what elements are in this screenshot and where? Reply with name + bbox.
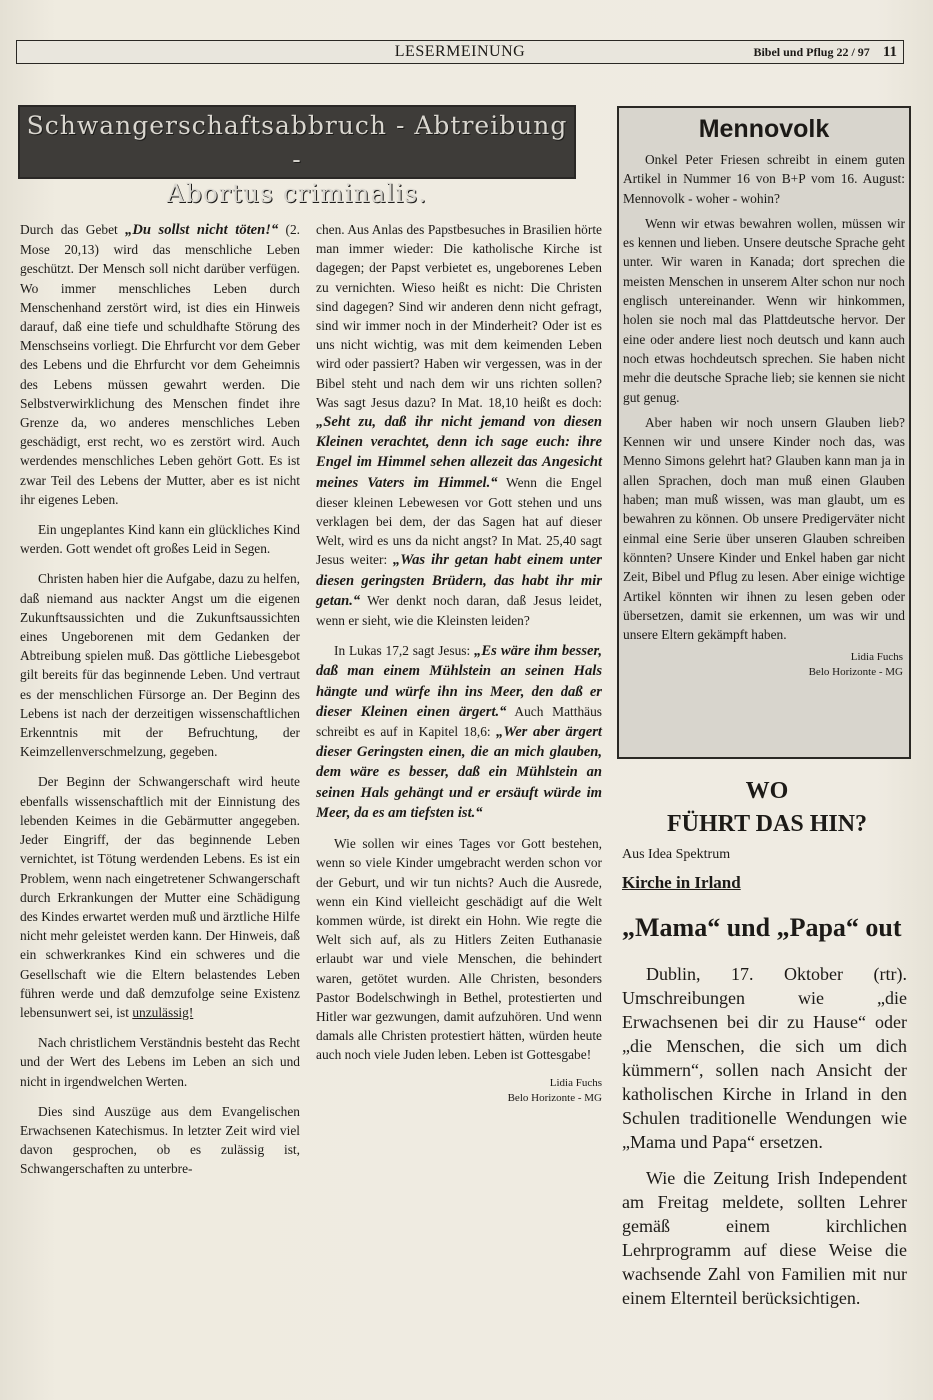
author-signature [623, 650, 905, 680]
paragraph: Nach christlichem Verständnis besteht das Recht und der Wert des Lebens im Leben an sich und nicht in irgendwelchen Werten. [20, 1035, 300, 1089]
paragraph: Christen haben hier die Aufgabe, dazu zu helfen, daß niemand aus nackter Angst um die eigenen Zukunftsaussichten und die Zukunftsaussichten eines Ungeborenen mit dem Gedanken der Abtreibung spielen muß. Das göttliche Liebesgebot gilt bereits für das beginnende Leben. Und vertraut es der menschlichen Fürsorge an. Der Beginn des Lebens ist nach der derzeitigen wissenschaftlichen Erkenntnis mit der Befruchtung, der Keimzellenverschmelzung, gegeben. [20, 571, 300, 760]
news-category: Kirche in Irland [622, 873, 741, 892]
news-section-heading [622, 775, 912, 841]
paragraph: Onkel Peter Friesen schreibt in einem guten Artikel in Nummer 16 von B+P vom 16. August: Mennovolk - woher - wohin? [623, 152, 905, 206]
text: Auch Matthäus schreibt es auf in Kapitel 18,6: [316, 703, 602, 740]
article-column-1 [20, 220, 300, 1190]
section-title: LESERMEINUNG [394, 43, 526, 60]
bible-quote: „Wer aber ärgert dieser Geringsten einen, die an mich glauben, dem wäre es besser, daß ein Mühlstein an seinen Hals gehängt und er ersäuft würde im Meer, da es am tiefsten ist.“ [316, 724, 602, 821]
heading-line-2: FÜHRT DAS HIN? [666, 811, 868, 837]
page-number: 11 [882, 44, 897, 60]
heading-line-1: WO [745, 778, 789, 804]
paragraph: Wenn wir etwas bewahren wollen, müssen wir es kennen und lieben. Unsere deutsche Sprache geht unter. Wir waren in Kanada; dort sprechen die meisten Menschen in unserem Alter schon nur noch englisch untereinander. Wenn wir hinkommen, holen sie noch mal das Plattdeutsche hervor. Der eine oder andere liest noch deutsch und kann auch noch etwas hochdeutsch sprechen. Sie haben nicht mehr die deutsche Sprache lieb; sie kennen sie nicht gut genug. [623, 215, 905, 405]
author-place: Belo Horizonte - MG [808, 666, 903, 679]
paragraph: Dublin, 17. Oktober (rtr). Umschreibungen wie „die Erwachsenen bei dir zu Hause“ oder „die Menschen, die sich um dich kümmern“, sollen nach Ansicht der katholischen Kirche in Irland in den Schulen traditionelle Wendungen wie „Mama und Papa“ ersetzen. [622, 964, 907, 1152]
text: Wenn die Engel dieser kleinen Lebewesen vor Gott stehen und uns verklagen bei dem, der das Sagen hat auf dieser Welt, wird es uns da nicht angst? In Mat. 25,40 sagt Jesus weiter: [316, 474, 602, 568]
author-name: Lidia Fuchs [850, 651, 903, 664]
underlined-text: unzulässig! [132, 1004, 194, 1020]
text: In Lukas 17,2 sagt Jesus: [334, 643, 475, 659]
bible-quote: „Seht zu, daß ihr nicht jemand von diesen Kleinen verachtet, denn ich sage euch: ihre Engel im Himmel sehen allezeit das Angesicht meines Vaters im Himmel.“ [316, 414, 602, 491]
paragraph: Aber haben wir noch unsern Glauben lieb? Kennen wir und unsere Kinder noch das, was Menno Simons gelehrt hat? Glauben kann man ja in allen Sprachen, doch man muß einen Glauben haben; man muß wissen, was man glaubt, um es bewahren zu können. Ob unsere Predigerväter nicht einmal eine Serie über unseren Glauben schreiben könnten? Unsere Kinder und Enkel haben gar nicht Zeit, Bibel und Pflug zu lesen. Aber einige wichtige Artikel könnten wir ihnen zu lesen geben oder übersetzen, damit sie erkennen, um was wir und unsere Eltern gekämpft haben. [623, 414, 905, 643]
text: Wer denkt noch daran, daß Jesus leidet, wenn er sieht, wie die Kleinsten leiden? [316, 592, 602, 629]
paragraph [316, 220, 602, 630]
news-headline: „Mama“ und „Papa“ out [622, 913, 902, 942]
paragraph [316, 641, 602, 823]
author-name: Lidia Fuchs [549, 1076, 602, 1089]
article-column-2 [316, 220, 602, 1106]
author-signature [316, 1076, 602, 1106]
mennovolk-title: Mennovolk [698, 115, 830, 143]
magazine-name: Bibel und Pflug [753, 45, 834, 59]
text: Durch das Gebet [20, 222, 126, 237]
paragraph [20, 220, 300, 509]
mennovolk-box [617, 106, 911, 759]
text: Der Beginn der Schwangerschaft wird heute ebenfalls wissenschaftlich mit der Einnistung des lebenden Keimes in die Gebärmutter angegeben. Jeder Eingriff, der das beginnende Leben vernichtet, ist Tötung werdenden Lebens. Es ist ein Problem, wenn nach eingetretener Schwangerschaft durch Erkrankungen der Mutter eine Schädigung des Kindes erwartet werden muß und ärztliche Hilfe nicht mehr geleistet werden kann. Der Hinweis, daß ein schwerkrankes Kind ein schweres und die Gesellschaft wie die Eltern belastendes Leben führen werde und daß demzufolge seine Existenz lebensunwert sei, ist [20, 774, 300, 1020]
mennovolk-body [623, 150, 905, 680]
paragraph: Wie die Zeitung Irish Independent am Freitag meldete, sollten Lehrer gemäß einem kirchlichen Lehrprogramm auf diese Weise die wachsende Zahl von Familien mit nur einem Elternteil berücksichtigen. [622, 1168, 907, 1308]
author-place: Belo Horizonte - MG [507, 1091, 602, 1104]
bible-quote: „Es wäre ihm besser, daß man einem Mühlstein an seinen Hals hängte und würfe ihn ins Meer, den daß er dieser Kleinen einen ärgert.“ [316, 643, 602, 720]
header-issue-info [753, 41, 897, 63]
banner-line-2: Abortus criminalis. [166, 179, 428, 208]
banner-line-1: Schwangerschaftsabbruch - Abtreibung - [26, 111, 568, 174]
text: chen. Aus Anlas des Papstbesuches in Brasilien hörte man immer wieder: Die katholische Kirche ist dagegen; der Papst verbietet es, ungeborenes Leben zu vernichten. Wieso heißt es nicht: Die Christen sind dagegen? Sind wir anderen denn nicht gefragt, sind wir immer noch in der Minderheit? Oder ist es uns nicht wichtig, was mit dem keimenden Leben wird oder passiert? Haben wir vergessen, was in der Bibel steht und nach dem wir uns richten sollen? Was sagt Jesus dazu? In Mat. 18,10 heißt es doch: [316, 222, 602, 410]
bible-quote: „Was ihr getan habt einem unter diesen geringsten Brüdern, das habt ihr mir getan.“ [316, 552, 602, 609]
article-title-banner [18, 105, 576, 208]
paragraph [20, 772, 300, 1022]
paragraph: Ein ungeplantes Kind kann ein glückliches Kind werden. Gott wendet oft großes Leid in Segen. [20, 522, 300, 557]
issue-number: 22 / 97 [836, 45, 870, 59]
news-source: Aus Idea Spektrum [622, 847, 731, 862]
paragraph: Wie sollen wir eines Tages vor Gott bestehen, wenn so viele Kinder umgebracht werden schon vor der Geburt, und wir tun nichts? Auch die Ausrede, wenn ein Kind vielleicht geschädigt auf die Welt kommen würde, ist direkt ein Hohn. Wie regte die Welt sich auf, als zu Hitlers Zeiten Euthanasie erlaubt war und viele Menschen, die behindert waren, getötet wurden. Alle Christen, besonders Pastor Bodelschwingh in Bethel, protestierten und Hitler war gezwungen, damit aufzuhören. Und wenn damals alle Christen protestiert hätten, würden heute auch noch viele Juden leben. Leben ist Gottesgabe! [316, 836, 602, 1063]
news-body [622, 962, 907, 1322]
paragraph: Dies sind Auszüge aus dem Evangelischen Erwachsenen Katechismus. In letzter Zeit wird viel davon gesprochen, ob es zulässig ist, Schwangerschaften zu unterbre- [20, 1103, 300, 1177]
bible-quote: „Du sollst nicht töten!“ [125, 222, 279, 238]
text: (2. Mose 20,13) wird das menschliche Leben geschützt. Der Mensch soll nicht darüber verfügen. Wo immer menschliches Leben durch Menschenhand zerstört wird, ist dies ein Hinweis darauf, daß eine tiefe und schuldhafte Störung des Menschseins vorliegt. Die Ehrfurcht vor dem Geber des Lebens und die Ehrfurcht vor dem Geheimnis des Lebens müssen gewahrt werden. Die Selbstverwirklichung des Menschen findet ihre Grenze da, wo anderes menschliches Leben geschädigt, erst recht, wo es zerstört wird. Auch werdendes menschliches Leben gehört Gott. Es ist zwar Teil des Lebens der Mutter, aber es ist nicht ihr eigenes Leben. [20, 222, 300, 507]
page-header [16, 40, 904, 64]
